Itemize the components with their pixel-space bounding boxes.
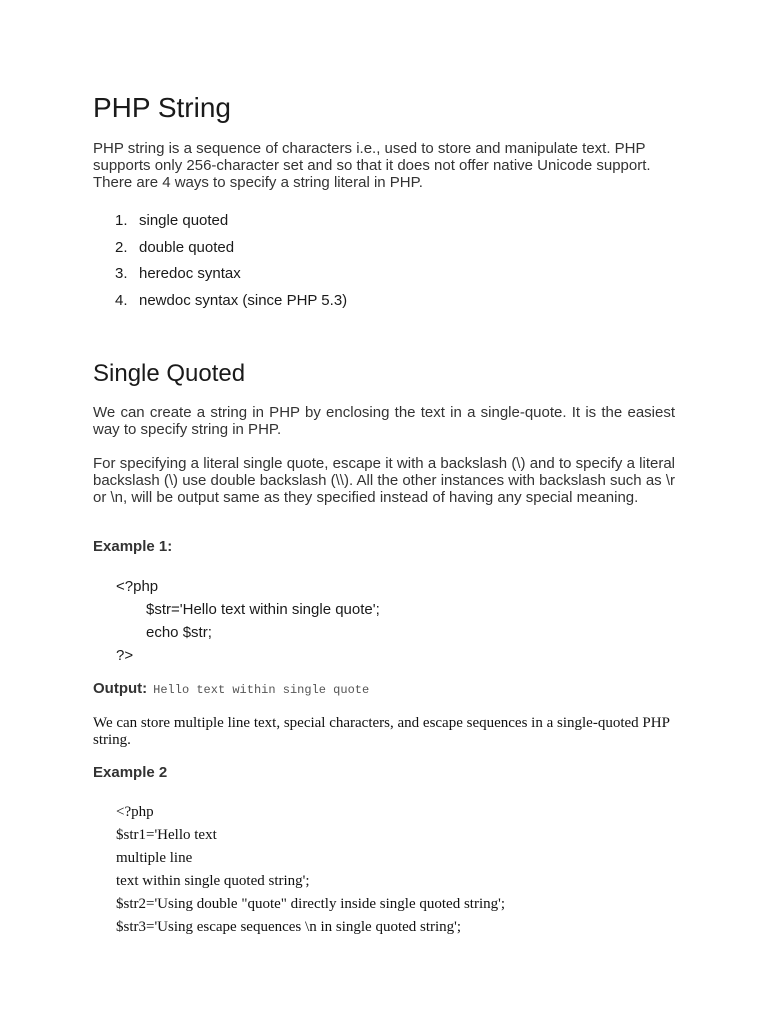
list-item: 1. single quoted [115, 212, 229, 229]
paragraph: We can store multiple line text, special characters, and escape sequences in a single-quoted PHP string. [93, 715, 670, 748]
code-line: $str='Hello text within single quote'; [146, 601, 380, 618]
code-line: $str2='Using double "quote" directly inside single quoted string'; [116, 896, 505, 912]
code-line: multiple line [116, 850, 193, 866]
paragraph: For specifying a literal single quote, escape it with a backslash (\) and to specify a literal backslash (\) use double backslash (\\). All the other instances with backslash such as \r or \n, will be output same as they specified instead of having any special meaning. [93, 455, 675, 506]
code-line: <?php [116, 804, 154, 820]
paragraph: We can create a string in PHP by enclosing the text in a single-quote. It is the easiest way to specify string in PHP. [93, 404, 675, 438]
output-row [93, 680, 369, 698]
code-line: ?> [116, 647, 134, 664]
code-line: $str1='Hello text [116, 827, 217, 843]
code-line: <?php [116, 578, 159, 595]
string-ways-list [93, 212, 347, 318]
page-title: PHP String [93, 92, 231, 123]
example-label: Example 2 [93, 764, 168, 781]
example-label: Example 1: [93, 538, 173, 555]
code-line: echo $str; [146, 624, 212, 641]
list-item: 4. newdoc syntax (since PHP 5.3) [115, 291, 348, 309]
list-item: 2. double quoted [115, 238, 235, 256]
intro-paragraph: PHP string is a sequence of characters i.e., used to store and manipulate text. PHP supports only 256-character set and so that it does not offer native Unicode support. There are 4 ways to specify a string literal in PHP. [93, 140, 651, 191]
output-value: Hello text within single quote [153, 683, 370, 697]
output-label: Output: [93, 680, 148, 697]
section-heading: Single Quoted [93, 360, 246, 387]
list-item: 3. heredoc syntax [115, 265, 241, 282]
code-line: text within single quoted string'; [116, 873, 310, 889]
code-line: $str3='Using escape sequences \n in single quoted string'; [116, 919, 462, 935]
